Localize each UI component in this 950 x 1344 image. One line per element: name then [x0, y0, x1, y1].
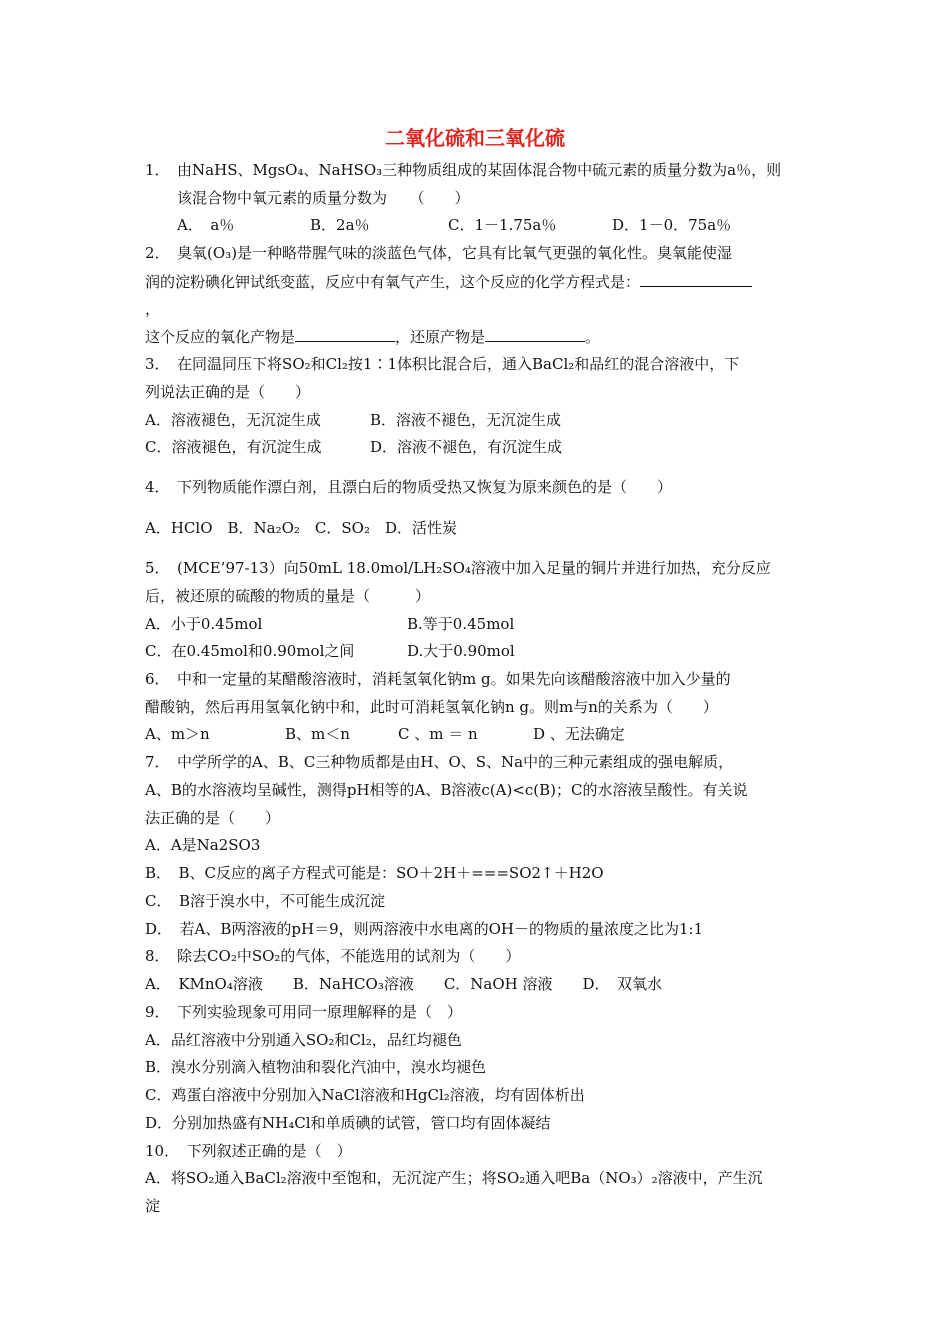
q2-stem-line2-text: 润的淀粉碘化钾试纸变蓝，反应中有氧气产生，这个反应的化学方程式是： [145, 273, 641, 291]
q4-stem: 4． 下列物质能作漂白剂，且漂白后的物质受热又恢复为原来颜色的是（ ） [145, 478, 673, 496]
q4-options: A．HClO B．Na₂O₂ C．SO₂ D．活性炭 [145, 519, 457, 537]
q10-stem: 10． 下列叙述正确的是（ ） [145, 1142, 352, 1160]
q1-stem-line2: 该混合物中氧元素的质量分数为 （ ） [177, 189, 470, 207]
document-title: 二氧化硫和三氧化硫 [385, 126, 565, 150]
q6-option-d: D 、无法确定 [533, 725, 625, 743]
q5-stem-line1: 5． (MCE’97-13）向50mL 18.0mol/LH₂SO₄溶液中加入足量的铜片并进行加热，充分反应 [145, 559, 771, 577]
q2-stem-line2 [145, 271, 752, 292]
q6-option-b: B、m＜n [285, 725, 350, 743]
q9-option-d: D．分别加热盛有NH₄Cl和单质碘的试管，管口均有固体凝结 [145, 1114, 551, 1132]
q1-option-b: B．2a％ [310, 216, 370, 234]
q2-reduction-product-blank[interactable] [485, 326, 585, 342]
q2-stem-line1: 2． 臭氧(O₃)是一种略带腥气味的淡蓝色气体，它具有比氧气更强的氧化性。臭氧能使湿 [145, 244, 733, 262]
q6-option-c: C 、m ＝ n [398, 725, 478, 743]
q9-option-a: A．品红溶液中分别通入SO₂和Cl₂，品红均褪色 [145, 1031, 462, 1049]
q5-stem-line2: 后，被还原的硫酸的物质的量是（ ） [145, 587, 431, 605]
q5-option-d: D.大于0.90mol [407, 642, 515, 660]
q2-period: 。 [585, 328, 601, 346]
q9-option-b: B．溴水分别滴入植物油和裂化汽油中，溴水均褪色 [145, 1058, 487, 1076]
q9-option-c: C．鸡蛋白溶液中分别加入NaCl溶液和HgCl₂溶液，均有固体析出 [145, 1086, 585, 1104]
q2-comma: ， [145, 300, 161, 318]
q3-stem-line2: 列说法正确的是（ ） [145, 383, 311, 401]
q7-stem-line2: A、B的水溶液均呈碱性，测得pH相等的A、B溶液c(A)<c(B)；C的水溶液呈酸性。有关说 [145, 781, 748, 799]
q3-stem-line1: 3． 在同温同压下将SO₂和Cl₂按1∶1体积比混合后，通入BaCl₂和品红的混合溶液中，下 [145, 355, 740, 373]
q2-equation-blank[interactable] [640, 271, 752, 287]
q1-stem-line1: 1． 由NaHS、MgsO₄、NaHSO₃三种物质组成的某固体混合物中硫元素的质量分数为a％，则 [145, 161, 782, 179]
q6-stem-line1: 6． 中和一定量的某醋酸溶液时，消耗氢氧化钠m g。如果先向该醋酸溶液中加入少量的 [145, 670, 731, 688]
q6-stem-line2: 醋酸钠，然后再用氢氧化钠中和，此时可消耗氢氧化钠n g。则m与n的关系为（ ） [145, 698, 718, 716]
q5-option-a: A．小于0.45mol [145, 615, 263, 633]
q5-option-b: B.等于0.45mol [407, 615, 515, 633]
q2-reduction-product-label: ，还原产物是 [395, 328, 486, 346]
q7-option-a: A．A是Na2SO3 [145, 836, 261, 854]
q3-option-c: C．溶液褪色，有沉淀生成 [145, 438, 322, 456]
q9-stem: 9． 下列实验现象可用同一原理解释的是（ ） [145, 1003, 463, 1021]
q3-option-d: D．溶液不褪色，有沉淀生成 [370, 438, 563, 456]
q3-option-b: B．溶液不褪色，无沉淀生成 [370, 411, 562, 429]
q8-options: A． KMnO₄溶液 B．NaHCO₃溶液 C．NaOH 溶液 D． 双氧水 [145, 975, 663, 993]
q2-oxidation-product-label: 这个反应的氧化产物是 [145, 328, 296, 346]
q1-option-a: A． a％ [177, 216, 235, 234]
q7-option-c: C． B溶于溴水中，不可能生成沉淀 [145, 892, 386, 910]
q1-option-c: C．1－1.75a％ [448, 216, 557, 234]
q2-stem-line3 [145, 326, 600, 347]
q7-stem-line3: 法正确的是（ ） [145, 809, 281, 827]
q1-option-d: D．1－0．75a％ [612, 216, 732, 234]
q10-option-a-line2: 淀 [145, 1197, 161, 1215]
q2-oxidation-product-blank[interactable] [295, 326, 395, 342]
q7-stem-line1: 7． 中学所学的A、B、C三种物质都是由H、O、S、Na中的三种元素组成的强电解质， [145, 753, 734, 771]
q7-option-b: B． B、C反应的离子方程式可能是：SO＋2H＋===SO2↑＋H2O [145, 864, 604, 882]
q10-option-a-line1: A．将SO₂通入BaCl₂溶液中至饱和，无沉淀产生；将SO₂通入吧Ba（NO₃）₂溶液中，产生沉 [145, 1169, 763, 1187]
q5-option-c: C．在0.45mol和0.90mol之间 [145, 642, 355, 660]
q7-option-d: D． 若A、B两溶液的pH＝9，则两溶液中水电离的OH－的物质的量浓度之比为1:1 [145, 920, 704, 938]
q8-stem: 8． 除去CO₂中SO₂的气体，不能选用的试剂为（ ） [145, 947, 521, 965]
q3-option-a: A．溶液褪色，无沉淀生成 [145, 411, 321, 429]
q6-option-a: A、m＞n [145, 725, 210, 743]
